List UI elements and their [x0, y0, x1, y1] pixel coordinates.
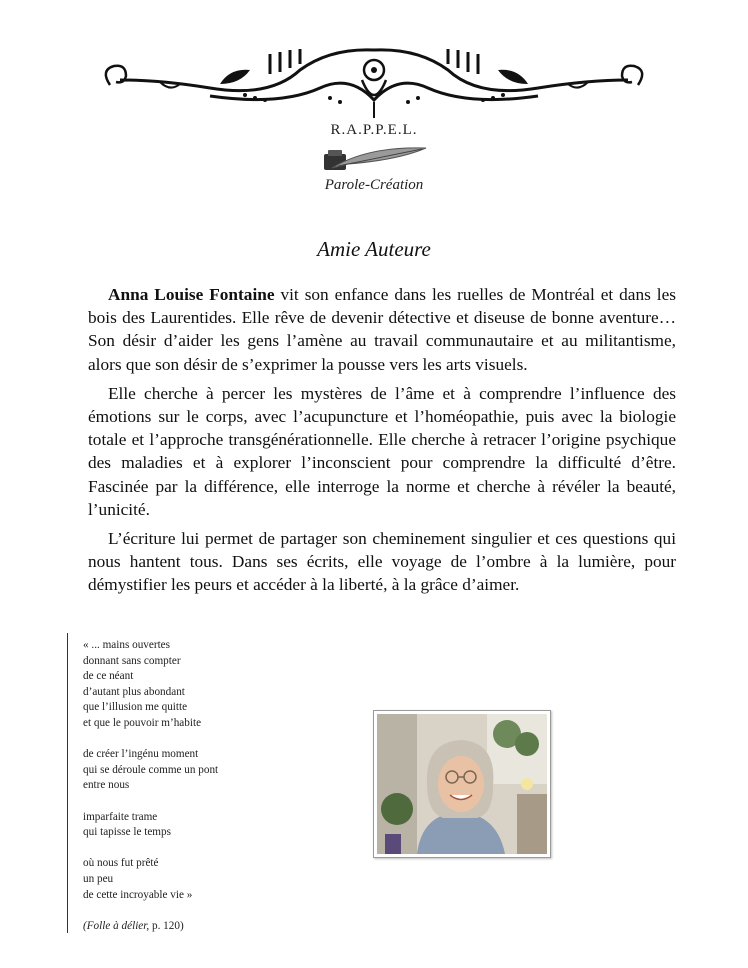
ornamental-header-icon — [100, 40, 648, 130]
citation-book-title: (Folle à délier, — [83, 919, 150, 932]
author-portrait — [373, 710, 551, 858]
organization-subtitle: Parole-Création — [324, 177, 424, 193]
inkwell-quill-icon — [318, 142, 430, 174]
bio-paragraph-2: Elle cherche à percer les mystères de l’âme et à comprendre l’influence des émotions sur le corps, avec l’acupuncture et l’homéopathie, puis avec la biologie totale et l’approche transgénérationnelle. Elle cherche à retracer l’origine psychique des maladies et à explorer l’inconscient pour comprendre la difficulté d’être. Fascinée par la différence, elle interroge la norme et cherche à révéler la beauté, l’unicité. — [88, 383, 676, 519]
poem-line: imparfaite trame — [83, 810, 158, 823]
poem-stanza-2 — [83, 747, 343, 794]
poem-line: et que le pouvoir m’habite — [83, 716, 202, 729]
author-biography — [88, 283, 676, 603]
poem-line: de ce néant — [83, 670, 134, 683]
poem-line: de cette incroyable vie » — [83, 888, 193, 901]
poem-line: qui se déroule comme un pont — [83, 763, 219, 776]
section-title: Amie Auteure — [317, 237, 431, 261]
poem-line: d’autant plus abondant — [83, 685, 185, 698]
portrait-illustration — [377, 714, 547, 854]
author-name: Anna Louise Fontaine — [108, 285, 275, 304]
poem-citation — [83, 919, 343, 935]
poem-stanza-3 — [83, 810, 343, 841]
citation-page: p. 120) — [149, 919, 184, 932]
bio-paragraph-1-text: vit son enfance dans les ruelles de Montréal et dans les bois des Laurentides. Elle rêve de devenir détective et diseuse de bonne aventure… Son désir d’aider les gens l’amène au travail communautaire et au militantisme, alors que son désir de s’exprimer la pousse vers les arts visuels. — [88, 285, 676, 374]
poem-line: qui tapisse le temps — [83, 826, 171, 839]
bio-paragraph-1 — [88, 283, 676, 376]
poem-line: que l’illusion me quitte — [83, 701, 188, 714]
poem-stanza-4 — [83, 856, 343, 903]
poem-line: entre nous — [83, 779, 130, 792]
poem-line: « ... mains ouvertes — [83, 639, 170, 651]
poem-line: où nous fut prêté — [83, 857, 159, 870]
poem-line: donnant sans compter — [83, 654, 181, 667]
bio-paragraph-3: L’écriture lui permet de partager son cheminement singulier et ces questions qui nous hantent tous. Dans ses écrits, elle voyage de l’ombre à la lumière, pour démystifier les peurs et accéder à la liberté, à la grâce d’aimer. — [88, 529, 676, 595]
poem-line: de créer l’ingénu moment — [83, 748, 199, 761]
organization-name: R.A.P.P.E.L. — [330, 122, 418, 138]
poem-line: un peu — [83, 872, 114, 885]
poem-stanza-1 — [83, 638, 343, 732]
poem-excerpt — [83, 638, 343, 934]
poem-divider-line — [67, 633, 68, 933]
